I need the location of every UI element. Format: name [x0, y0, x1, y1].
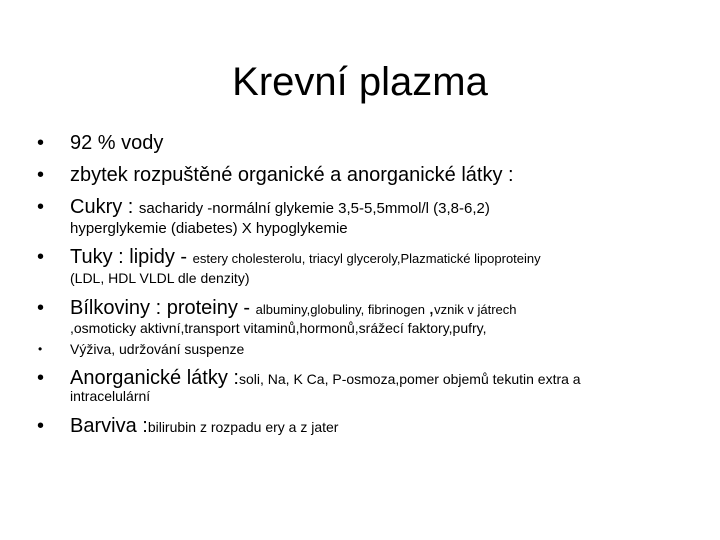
bullet-text-nutrition: Výživa, udržování suspenze [70, 341, 245, 357]
bullet-point: • [37, 132, 45, 154]
bullet-point-small: • [38, 342, 43, 356]
fats-continuation: (LDL, HDL VLDL dle denzity) [70, 270, 250, 286]
bullet-point: • [37, 367, 45, 389]
bullet-point: • [37, 297, 45, 319]
sugars-lead: Cukry : [70, 196, 139, 218]
bullet-point: • [37, 415, 45, 437]
sugars-continuation: hyperglykemie (diabetes) X hypoglykemie [70, 220, 348, 237]
bullet-text-fats [70, 245, 541, 271]
pigments-lead: Barviva : [70, 415, 148, 437]
bullet-text-dissolved-substances: zbytek rozpuštěné organické a anorganické látky : [70, 164, 514, 186]
fats-lead: Tuky : lipidy - [70, 246, 193, 268]
sugars-detail: sacharidy -normální glykemie 3,5-5,5mmol/l (3,8-6,2) [138, 200, 490, 217]
inorganic-continuation: intracelulární [70, 388, 151, 404]
bullet-point: • [37, 196, 45, 218]
fats-detail: estery cholesterolu, triacyl glyceroly,Plazmatické lipoproteiny [192, 251, 541, 266]
proteins-continuation: ,osmoticky aktivní,transport vitaminů,hormonů,srážecí faktory,pufry, [70, 320, 487, 336]
bullet-text-pigments [70, 414, 338, 440]
pigments-detail: bilirubin z rozpadu ery a z jater [147, 419, 339, 435]
proteins-detail-end: vznik v játrech [434, 302, 517, 317]
bullet-point: • [37, 164, 45, 186]
proteins-comma: , [428, 297, 435, 319]
bullet-point: • [37, 246, 45, 268]
slide-title: Krevní plazma [232, 60, 488, 104]
bullet-text-sugars [70, 195, 490, 221]
inorganic-detail: soli, Na, K Ca, P-osmoza,pomer objemů tekutin extra a [238, 371, 581, 387]
proteins-lead: Bílkoviny : proteiny - [70, 297, 256, 319]
proteins-detail: albuminy,globuliny, fibrinogen [255, 302, 429, 317]
inorganic-lead: Anorganické látky : [70, 367, 239, 389]
bullet-text-water: 92 % vody [70, 132, 164, 154]
